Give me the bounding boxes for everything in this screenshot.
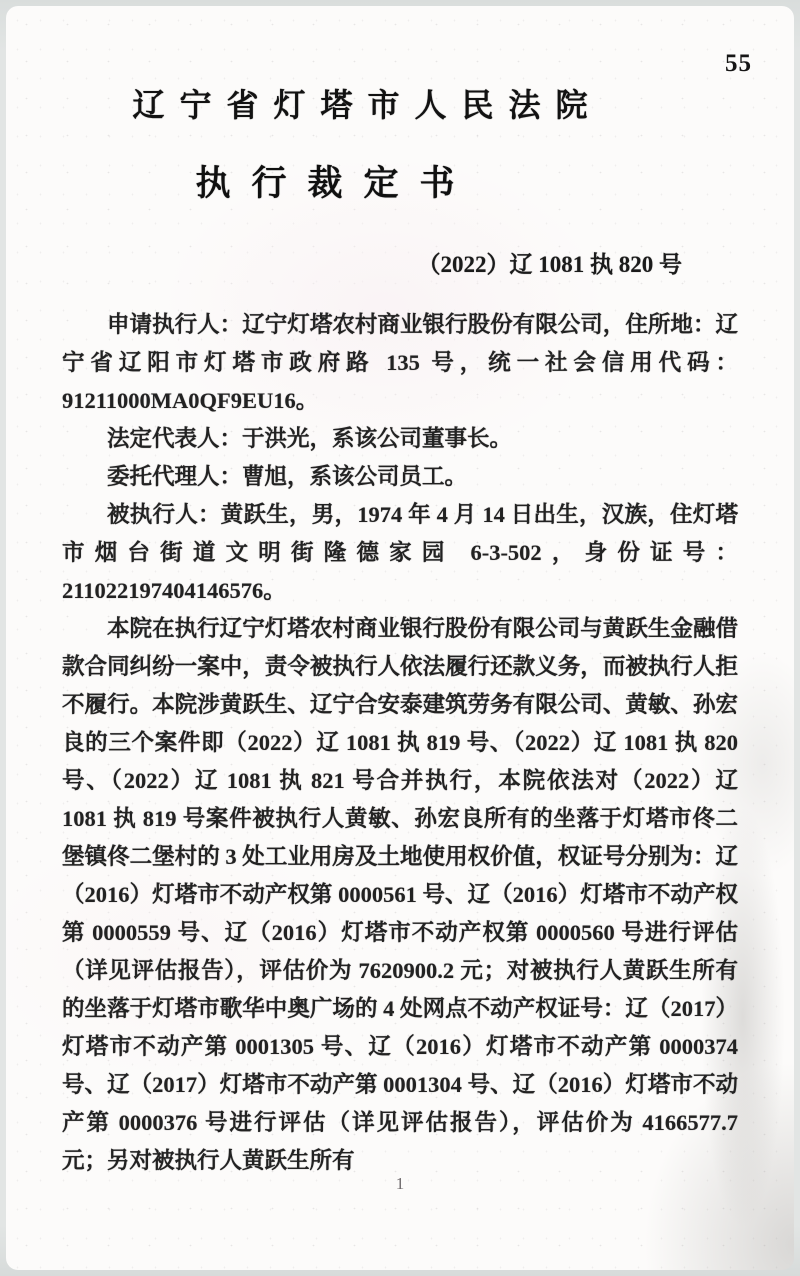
paragraph-respondent: 被执行人：黄跃生，男，1974 年 4 月 14 日出生，汉族，住灯塔市烟台街道文明街隆德家园 6-3-502，身份证号：211022197404146576。 (62, 502, 738, 603)
corner-page-number: 55 (725, 50, 752, 77)
paragraph-legal-representative: 法定代表人：于洪光，系该公司董事长。 (107, 426, 513, 451)
court-name-title: 辽宁省灯塔市人民法院 (132, 87, 603, 123)
document-title: 执行裁定书 (195, 164, 476, 203)
document-body (62, 306, 738, 1180)
document-page (6, 6, 794, 1270)
paragraph-agent: 委托代理人：曹旭，系该公司员工。 (107, 464, 468, 489)
footer-page-number: 1 (395, 1174, 405, 1193)
paragraph-applicant: 申请执行人：辽宁灯塔农村商业银行股份有限公司，住所地：辽宁省辽阳市灯塔市政府路 135 号，统一社会信用代码：91211000MA0QF9EU16。 (62, 312, 738, 413)
paragraph-ruling-text: 本院在执行辽宁灯塔农村商业银行股份有限公司与黄跃生金融借款合同纠纷一案中，责令被执行人依法履行还款义务，而被执行人拒不履行。本院涉黄跃生、辽宁合安泰建筑劳务有限公司、黄敏、孙宏良的三个案件即（2022）辽 1081 执 819 号、（2022）辽 1081 执 820 号、（2022）辽 1081 执 821 号合并执行，本院依法对（2022）辽 1081 执 819 号案件被执行人黄敏、孙宏良所有的坐落于灯塔市佟二堡镇佟二堡村的 3 处工业用房及土地使用权价值，权证号分别为：辽（2016）灯塔市不动产权第 0000561 号、辽（2016）灯塔市不动产权第 0000559 号、辽（2016）灯塔市不动产权第 0000560 号进行评估（详见评估报告），评估价为 7620900.2 元；对被执行人黄跃生所有的坐落于灯塔市歌华中奥广场的 4 处网点不动产权证号：辽（2017）灯塔市不动产第 0001305 号、辽（2016）灯塔市不动产第 0000374 号、辽（2017）灯塔市不动产第 0001304 号、辽（2016）灯塔市不动产第 0000376 号进行评估（详见评估报告），评估价为 4166577.7 元；另对被执行人黄跃生所有 (62, 616, 738, 1173)
case-number: （2022）辽 1081 执 820 号 (417, 252, 682, 277)
